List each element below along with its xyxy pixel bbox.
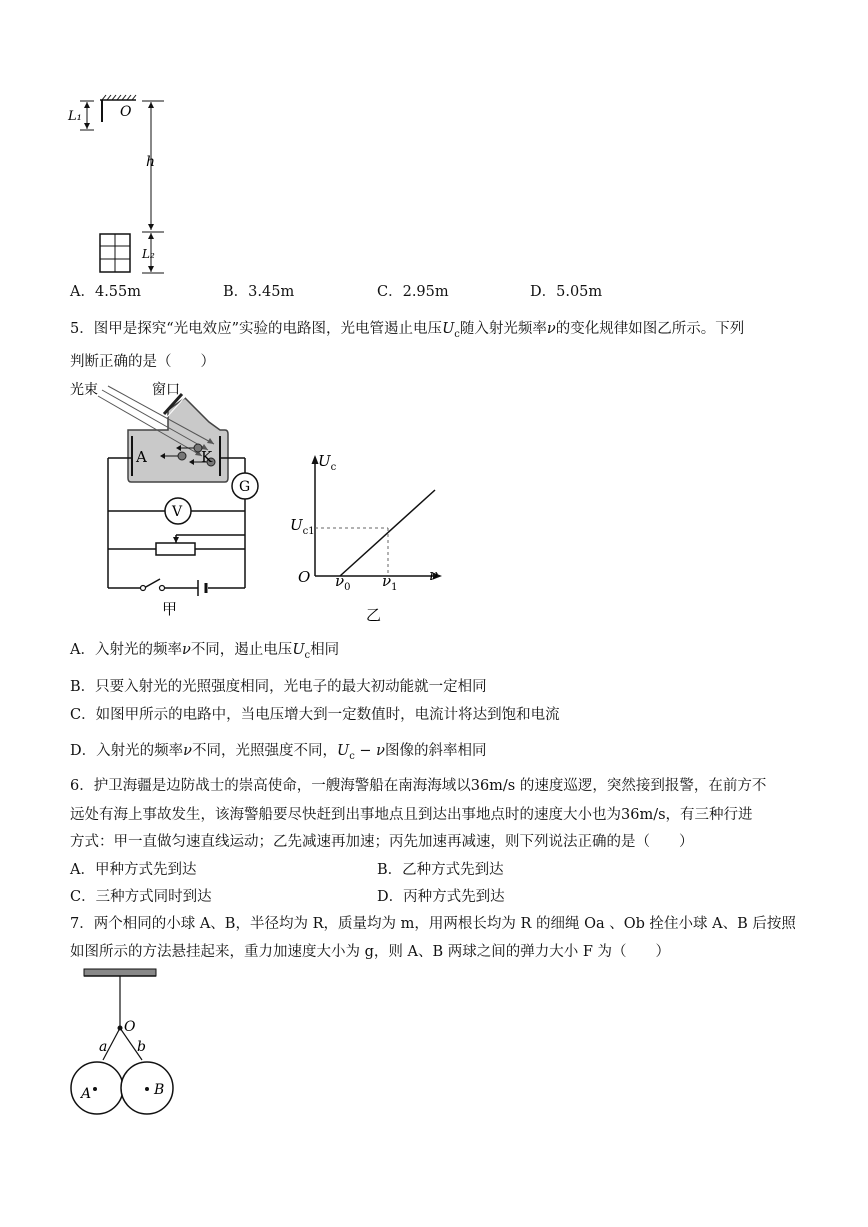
caption-jia: 甲 bbox=[162, 600, 178, 618]
label-galvanometer-G: G bbox=[239, 479, 251, 495]
q6-stem-line2: 远处有海上事故发生，该海警船要尽快赶到出事地点且到达出事地点时的速度大小也为36m/s，有三种行进 bbox=[70, 807, 753, 823]
graph-y-label: $U_c$ bbox=[318, 452, 337, 473]
graph-x-label: ν bbox=[429, 566, 439, 584]
q4-option-d: D．5.05m bbox=[530, 284, 603, 300]
q7-stem-line1: 7．两个相同的小球 A、B，半径均为 R，质量均为 m，用两根长均为 R 的细绳 Oa 、Ob 拴住小球 A、B 后按照 bbox=[70, 916, 796, 932]
graph-x-tick-nu1: $\nu_1$ bbox=[382, 572, 398, 593]
label-cathode-K: K bbox=[201, 448, 213, 466]
q5-option-b: B．只要入射光的光照强度相同，光电子的最大初动能就一定相同 bbox=[70, 679, 487, 695]
caption-yi: 乙 bbox=[366, 606, 382, 624]
graph-x-tick-nu0: $\nu_0$ bbox=[335, 572, 351, 593]
label-light-beam: 光束 bbox=[70, 382, 98, 398]
label-b: b bbox=[137, 1039, 146, 1055]
q6-option-c: C．三种方式同时到达 bbox=[70, 889, 212, 905]
figure-q4-fall-diagram bbox=[60, 92, 180, 282]
q4-option-c: C．2.95m bbox=[377, 284, 449, 300]
label-a: a bbox=[99, 1039, 108, 1055]
q5-option-c: C．如图甲所示的电路中，当电压增大到一定数值时，电流计将达到饱和电流 bbox=[70, 707, 560, 723]
label-h: h bbox=[146, 154, 156, 170]
label-L1: L₁ bbox=[68, 109, 82, 124]
label-O: O bbox=[120, 104, 132, 120]
q6-option-a: A．甲种方式先到达 bbox=[70, 862, 197, 878]
label-O: O bbox=[124, 1019, 136, 1035]
figure-q7-hanging-balls bbox=[68, 965, 178, 1120]
label-window: 窗口 bbox=[152, 382, 180, 398]
q6-stem-line3: 方式：甲一直做匀速直线运动；乙先减速再加速；丙先加速再减速，则下列说法正确的是（ ） bbox=[70, 834, 694, 850]
q6-option-b: B．乙种方式先到达 bbox=[377, 862, 504, 878]
graph-origin-O: O bbox=[298, 568, 311, 586]
q4-option-a: A．4.55m bbox=[70, 284, 142, 300]
q6-option-d: D．丙种方式先到达 bbox=[377, 889, 505, 905]
q7-stem-line2: 如图所示的方法悬挂起来，重力加速度大小为 g，则 A、B 两球之间的弹力大小 F 为（ ） bbox=[70, 944, 671, 960]
q5-stem-line2: 判断正确的是（ ） bbox=[70, 354, 215, 370]
figure-q5-circuit-jia bbox=[68, 378, 268, 623]
label-voltmeter-V: V bbox=[172, 504, 183, 520]
graph-y-tick-Uc1: $U_{c1}$ bbox=[290, 516, 315, 537]
q6-stem-line1: 6．护卫海疆是边防战士的崇高使命，一艘海警船在南海海域以36m/s 的速度巡逻，突然接到报警，在前方不 bbox=[70, 778, 767, 794]
label-A: A bbox=[81, 1086, 92, 1102]
q5-option-a: A．入射光的频率ν不同，遏止电压$U_c$相同 bbox=[70, 642, 340, 661]
q5-option-d: D．入射光的频率ν不同，光照强度不同，$U_c - \nu$图像的斜率相同 bbox=[70, 743, 487, 762]
q5-stem-line1: 5．图甲是探究“光电效应”实验的电路图，光电管遏止电压$U_c$随入射光频率ν的变化规律如图乙所示。下列 bbox=[70, 321, 745, 340]
label-L2: L₂ bbox=[142, 247, 155, 261]
q4-option-b: B．3.45m bbox=[223, 284, 295, 300]
label-B: B bbox=[154, 1082, 165, 1098]
figure-q5-graph-yi bbox=[284, 450, 454, 630]
label-anode-A: A bbox=[136, 448, 147, 466]
